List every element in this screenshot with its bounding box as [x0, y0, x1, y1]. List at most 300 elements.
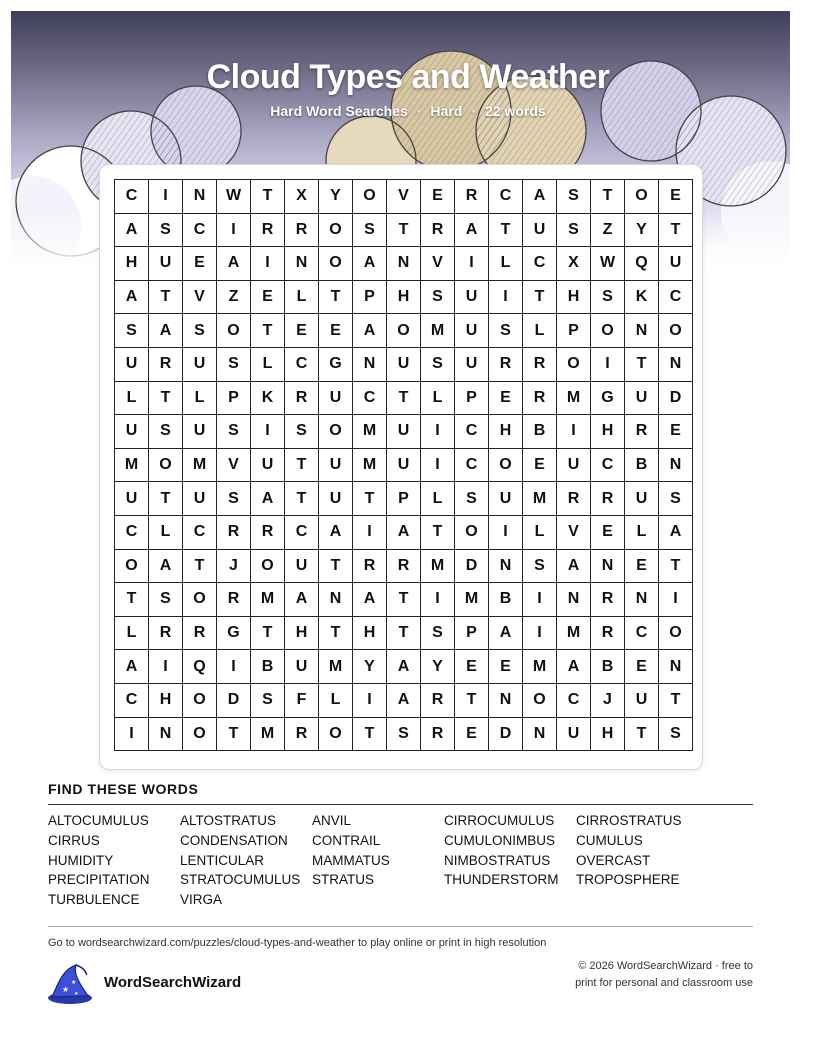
grid-cell[interactable]: R [523, 348, 557, 382]
grid-cell[interactable]: M [523, 482, 557, 516]
grid-cell[interactable]: C [115, 684, 149, 718]
grid-cell[interactable]: U [183, 348, 217, 382]
grid-cell[interactable]: I [251, 247, 285, 281]
grid-cell[interactable]: T [149, 281, 183, 315]
grid-cell[interactable]: K [251, 382, 285, 416]
grid-cell[interactable]: U [115, 415, 149, 449]
grid-cell[interactable]: O [353, 180, 387, 214]
grid-cell[interactable]: R [149, 617, 183, 651]
grid-cell[interactable]: X [557, 247, 591, 281]
grid-cell[interactable]: M [557, 617, 591, 651]
grid-cell[interactable]: T [455, 684, 489, 718]
grid-cell[interactable]: H [149, 684, 183, 718]
grid-cell[interactable]: G [591, 382, 625, 416]
grid-cell[interactable]: E [455, 718, 489, 752]
grid-cell[interactable]: D [659, 382, 693, 416]
grid-cell[interactable]: U [251, 449, 285, 483]
grid-cell[interactable]: O [659, 314, 693, 348]
grid-cell[interactable]: H [353, 617, 387, 651]
grid-cell[interactable]: R [625, 415, 659, 449]
grid-cell[interactable]: M [353, 449, 387, 483]
grid-cell[interactable]: I [251, 415, 285, 449]
grid-cell[interactable]: Y [625, 214, 659, 248]
grid-cell[interactable]: T [659, 550, 693, 584]
grid-cell[interactable]: E [489, 382, 523, 416]
grid-cell[interactable]: T [625, 348, 659, 382]
grid-cell[interactable]: A [115, 214, 149, 248]
grid-cell[interactable]: S [251, 684, 285, 718]
grid-cell[interactable]: C [523, 247, 557, 281]
grid-cell[interactable]: O [319, 214, 353, 248]
grid-cell[interactable]: W [217, 180, 251, 214]
word-list-heading: FIND THESE WORDS [48, 781, 199, 797]
grid-cell[interactable]: I [421, 415, 455, 449]
grid-cell[interactable]: H [591, 718, 625, 752]
grid-cell[interactable]: C [285, 348, 319, 382]
grid-cell[interactable]: E [251, 281, 285, 315]
grid-cell[interactable]: O [183, 684, 217, 718]
grid-cell[interactable]: S [455, 482, 489, 516]
grid-cell[interactable]: R [285, 718, 319, 752]
grid-cell[interactable]: T [217, 718, 251, 752]
grid-cell[interactable]: M [421, 550, 455, 584]
grid-cell[interactable]: S [557, 214, 591, 248]
grid-cell[interactable]: V [387, 180, 421, 214]
grid-cell[interactable]: O [319, 718, 353, 752]
grid-cell[interactable]: I [659, 583, 693, 617]
grid-cell[interactable]: U [387, 348, 421, 382]
grid-cell[interactable]: S [659, 482, 693, 516]
grid-cell[interactable]: S [217, 482, 251, 516]
grid-cell[interactable]: A [115, 281, 149, 315]
grid-cell[interactable]: C [455, 415, 489, 449]
grid-cell[interactable]: N [285, 247, 319, 281]
grid-cell[interactable]: I [421, 449, 455, 483]
grid-cell[interactable]: T [489, 214, 523, 248]
grid-cell[interactable]: R [285, 214, 319, 248]
grid-cell[interactable]: C [353, 382, 387, 416]
grid-cell[interactable]: T [659, 684, 693, 718]
grid-cell[interactable]: C [115, 516, 149, 550]
grid-cell[interactable]: V [183, 281, 217, 315]
word-list-item: CUMULUS [576, 832, 643, 848]
grid-cell[interactable]: L [421, 382, 455, 416]
grid-cell[interactable]: L [489, 247, 523, 281]
grid-cell[interactable]: I [353, 516, 387, 550]
grid-cell[interactable]: D [489, 718, 523, 752]
grid-cell[interactable]: O [591, 314, 625, 348]
grid-cell[interactable]: E [625, 650, 659, 684]
grid-cell[interactable]: E [183, 247, 217, 281]
grid-cell[interactable]: U [557, 718, 591, 752]
grid-cell[interactable]: O [183, 583, 217, 617]
word-list-item: STRATOCUMULUS [180, 872, 301, 888]
grid-cell[interactable]: H [489, 415, 523, 449]
grid-cell[interactable]: M [251, 583, 285, 617]
grid-cell[interactable]: L [115, 617, 149, 651]
grid-cell[interactable]: S [421, 281, 455, 315]
grid-cell[interactable]: M [523, 650, 557, 684]
grid-cell[interactable]: E [455, 650, 489, 684]
grid-cell[interactable]: R [183, 617, 217, 651]
grid-cell[interactable]: S [523, 550, 557, 584]
grid-cell[interactable]: A [455, 214, 489, 248]
grid-cell[interactable]: S [149, 214, 183, 248]
grid-cell[interactable]: A [557, 650, 591, 684]
grid-cell[interactable]: A [251, 482, 285, 516]
grid-cell[interactable]: I [217, 650, 251, 684]
grid-cell[interactable]: T [251, 314, 285, 348]
grid-cell[interactable]: P [217, 382, 251, 416]
grid-cell[interactable]: T [115, 583, 149, 617]
grid-cell[interactable]: I [523, 617, 557, 651]
grid-cell[interactable]: U [319, 449, 353, 483]
grid-cell[interactable]: I [489, 281, 523, 315]
grid-cell[interactable]: V [557, 516, 591, 550]
grid-cell[interactable]: U [115, 348, 149, 382]
grid-cell[interactable]: O [115, 550, 149, 584]
grid-cell[interactable]: C [591, 449, 625, 483]
grid-cell[interactable]: U [183, 482, 217, 516]
grid-cell[interactable]: R [421, 214, 455, 248]
grid-cell[interactable]: O [625, 180, 659, 214]
grid-cell[interactable]: U [319, 382, 353, 416]
grid-cell[interactable]: K [625, 281, 659, 315]
grid-cell[interactable]: U [455, 281, 489, 315]
grid-cell[interactable]: T [319, 617, 353, 651]
grid-cell[interactable]: S [659, 718, 693, 752]
grid-cell[interactable]: V [421, 247, 455, 281]
grid-cell[interactable]: I [557, 415, 591, 449]
grid-cell[interactable]: G [217, 617, 251, 651]
grid-cell[interactable]: E [659, 415, 693, 449]
grid-cell[interactable]: S [285, 415, 319, 449]
grid-cell[interactable]: I [115, 718, 149, 752]
word-list-item: CIRROSTRATUS [576, 813, 682, 828]
grid-cell[interactable]: T [353, 482, 387, 516]
grid-cell[interactable]: L [115, 382, 149, 416]
grid-cell[interactable]: E [523, 449, 557, 483]
grid-cell[interactable]: M [319, 650, 353, 684]
grid-cell[interactable]: L [625, 516, 659, 550]
grid-cell[interactable]: C [659, 281, 693, 315]
grid-cell[interactable]: T [251, 180, 285, 214]
grid-cell[interactable]: L [319, 684, 353, 718]
grid-cell[interactable]: R [285, 382, 319, 416]
grid-cell[interactable]: E [285, 314, 319, 348]
grid-cell[interactable]: X [285, 180, 319, 214]
grid-cell[interactable]: E [591, 516, 625, 550]
grid-cell[interactable]: O [319, 247, 353, 281]
grid-cell[interactable]: U [625, 684, 659, 718]
word-list-item: PRECIPITATION [48, 872, 150, 888]
grid-cell[interactable]: B [523, 415, 557, 449]
word-list-item: ALTOSTRATUS [180, 813, 277, 828]
grid-cell[interactable]: R [217, 583, 251, 617]
word-list-item: ANVIL [312, 813, 352, 828]
grid-cell[interactable]: V [217, 449, 251, 483]
grid-cell[interactable]: P [455, 617, 489, 651]
grid-cell[interactable]: U [523, 214, 557, 248]
grid-cell[interactable]: O [455, 516, 489, 550]
grid-cell[interactable]: C [183, 516, 217, 550]
grid-cell[interactable]: T [387, 214, 421, 248]
grid-cell[interactable]: N [489, 550, 523, 584]
grid-cell[interactable]: N [149, 718, 183, 752]
grid-cell[interactable]: A [149, 550, 183, 584]
grid-cell[interactable]: R [455, 180, 489, 214]
grid-cell[interactable]: N [659, 650, 693, 684]
grid-cell[interactable]: A [115, 650, 149, 684]
grid-cell[interactable]: N [659, 348, 693, 382]
grid-cell[interactable]: S [183, 314, 217, 348]
grid-cell[interactable]: O [557, 348, 591, 382]
grid-cell[interactable]: U [557, 449, 591, 483]
grid-cell[interactable]: U [115, 482, 149, 516]
grid-cell[interactable]: L [523, 516, 557, 550]
grid-cell[interactable]: C [557, 684, 591, 718]
grid-cell[interactable]: T [149, 482, 183, 516]
grid-cell[interactable]: T [591, 180, 625, 214]
grid-cell[interactable]: H [115, 247, 149, 281]
grid-cell[interactable]: A [387, 516, 421, 550]
grid-cell[interactable]: W [591, 247, 625, 281]
grid-cell[interactable]: H [591, 415, 625, 449]
grid-cell[interactable]: L [251, 348, 285, 382]
grid-cell[interactable]: L [285, 281, 319, 315]
grid-cell[interactable]: Y [353, 650, 387, 684]
grid-cell[interactable]: Z [217, 281, 251, 315]
grid-cell[interactable]: T [387, 617, 421, 651]
grid-cell[interactable]: U [387, 449, 421, 483]
grid-cell[interactable]: O [149, 449, 183, 483]
grid-cell[interactable]: P [557, 314, 591, 348]
grid-cell[interactable]: Q [625, 247, 659, 281]
grid-cell[interactable]: T [319, 550, 353, 584]
grid-cell[interactable]: T [421, 516, 455, 550]
grid-cell[interactable]: U [625, 382, 659, 416]
grid-cell[interactable]: T [285, 482, 319, 516]
grid-cell[interactable]: C [285, 516, 319, 550]
grid-cell[interactable]: S [149, 415, 183, 449]
grid-cell[interactable]: U [659, 247, 693, 281]
grid-cell[interactable]: R [591, 583, 625, 617]
grid-cell[interactable]: Y [421, 650, 455, 684]
grid-cell[interactable]: L [149, 516, 183, 550]
grid-cell[interactable]: R [421, 684, 455, 718]
grid-cell[interactable]: T [319, 281, 353, 315]
grid-cell[interactable]: P [455, 382, 489, 416]
grid-cell[interactable]: S [591, 281, 625, 315]
grid-cell[interactable]: H [285, 617, 319, 651]
grid-cell[interactable]: E [625, 550, 659, 584]
grid-cell[interactable]: U [455, 348, 489, 382]
grid-cell[interactable]: T [353, 718, 387, 752]
grid-cell[interactable]: L [421, 482, 455, 516]
grid-cell[interactable]: H [557, 281, 591, 315]
grid-cell[interactable]: A [523, 180, 557, 214]
grid-cell[interactable]: S [217, 415, 251, 449]
category-label: Hard Word Searches [270, 103, 408, 119]
grid-cell[interactable]: P [387, 482, 421, 516]
grid-cell[interactable]: S [149, 583, 183, 617]
grid-cell[interactable]: Y [319, 180, 353, 214]
grid-cell[interactable]: N [387, 247, 421, 281]
grid-cell[interactable]: O [387, 314, 421, 348]
grid-cell[interactable]: E [489, 650, 523, 684]
difficulty-label: Hard [430, 103, 463, 119]
grid-cell[interactable]: L [183, 382, 217, 416]
grid-cell[interactable]: A [353, 247, 387, 281]
grid-cell[interactable]: C [183, 214, 217, 248]
grid-cell[interactable]: S [557, 180, 591, 214]
grid-cell[interactable]: N [523, 718, 557, 752]
grid-cell[interactable]: M [455, 583, 489, 617]
grid-cell[interactable]: S [217, 348, 251, 382]
grid-cell[interactable]: R [353, 550, 387, 584]
grid-cell[interactable]: A [319, 516, 353, 550]
grid-cell[interactable]: N [625, 314, 659, 348]
grid-cell[interactable]: M [251, 718, 285, 752]
grid-cell[interactable]: A [557, 550, 591, 584]
grid-cell[interactable]: I [489, 516, 523, 550]
grid-cell[interactable]: H [387, 281, 421, 315]
grid-cell[interactable]: A [489, 617, 523, 651]
grid-cell[interactable]: A [217, 247, 251, 281]
grid-cell[interactable]: M [353, 415, 387, 449]
grid-cell[interactable]: I [421, 583, 455, 617]
grid-cell[interactable]: M [183, 449, 217, 483]
grid-cell[interactable]: I [217, 214, 251, 248]
grid-cell[interactable]: I [523, 583, 557, 617]
grid-cell[interactable]: S [421, 348, 455, 382]
grid-cell[interactable]: U [285, 550, 319, 584]
grid-cell[interactable]: R [251, 214, 285, 248]
grid-cell[interactable]: D [455, 550, 489, 584]
grid-cell[interactable]: O [489, 449, 523, 483]
grid-cell[interactable]: S [115, 314, 149, 348]
grid-cell[interactable]: D [217, 684, 251, 718]
brand-name: WordSearchWizard [104, 974, 242, 991]
grid-cell[interactable]: R [523, 382, 557, 416]
grid-cell[interactable]: E [319, 314, 353, 348]
grid-cell[interactable]: I [455, 247, 489, 281]
grid-cell[interactable]: S [387, 718, 421, 752]
grid-cell[interactable]: T [387, 583, 421, 617]
grid-cell[interactable]: R [421, 718, 455, 752]
grid-cell[interactable]: O [319, 415, 353, 449]
grid-cell[interactable]: A [659, 516, 693, 550]
grid-cell[interactable]: N [625, 583, 659, 617]
grid-cell[interactable]: J [217, 550, 251, 584]
grid-cell[interactable]: R [149, 348, 183, 382]
grid-cell[interactable]: U [387, 415, 421, 449]
grid-cell[interactable]: S [353, 214, 387, 248]
grid-cell[interactable]: T [251, 617, 285, 651]
grid-cell[interactable]: R [217, 516, 251, 550]
grid-cell[interactable]: T [523, 281, 557, 315]
grid-cell[interactable]: U [319, 482, 353, 516]
grid-cell[interactable]: T [149, 382, 183, 416]
grid-cell[interactable]: M [557, 382, 591, 416]
grid-cell[interactable]: I [149, 650, 183, 684]
grid-cell[interactable]: J [591, 684, 625, 718]
grid-cell[interactable]: B [591, 650, 625, 684]
grid-cell[interactable]: N [353, 348, 387, 382]
grid-cell[interactable]: B [489, 583, 523, 617]
grid-cell[interactable]: T [625, 718, 659, 752]
grid-cell[interactable]: U [285, 650, 319, 684]
grid-cell[interactable]: M [421, 314, 455, 348]
grid-cell[interactable]: R [251, 516, 285, 550]
grid-cell[interactable]: N [591, 550, 625, 584]
grid-cell[interactable]: C [489, 180, 523, 214]
grid-cell[interactable]: N [319, 583, 353, 617]
grid-cell[interactable]: N [489, 684, 523, 718]
grid-cell[interactable]: O [659, 617, 693, 651]
grid-cell[interactable]: Z [591, 214, 625, 248]
grid-cell[interactable]: U [625, 482, 659, 516]
grid-cell[interactable]: I [591, 348, 625, 382]
grid-cell[interactable]: L [523, 314, 557, 348]
grid-cell[interactable]: A [353, 314, 387, 348]
grid-cell[interactable]: R [591, 617, 625, 651]
grid-cell[interactable]: R [557, 482, 591, 516]
grid-cell[interactable]: A [353, 583, 387, 617]
grid-cell[interactable]: C [115, 180, 149, 214]
grid-cell[interactable]: T [387, 382, 421, 416]
grid-cell[interactable]: C [625, 617, 659, 651]
grid-cell[interactable]: B [625, 449, 659, 483]
grid-cell[interactable]: P [353, 281, 387, 315]
grid-cell[interactable]: G [319, 348, 353, 382]
grid-cell[interactable]: C [455, 449, 489, 483]
grid-cell[interactable]: T [285, 449, 319, 483]
grid-cell[interactable]: M [115, 449, 149, 483]
grid-cell[interactable]: R [489, 348, 523, 382]
grid-cell[interactable]: T [659, 214, 693, 248]
grid-cell[interactable]: U [149, 247, 183, 281]
grid-cell[interactable]: U [489, 482, 523, 516]
grid-cell[interactable]: S [489, 314, 523, 348]
grid-cell[interactable]: A [285, 583, 319, 617]
grid-cell[interactable]: U [183, 415, 217, 449]
grid-cell[interactable]: E [659, 180, 693, 214]
word-list-item: MAMMATUS [312, 852, 390, 868]
grid-cell[interactable]: O [183, 718, 217, 752]
grid-cell[interactable]: O [217, 314, 251, 348]
grid-cell[interactable]: S [421, 617, 455, 651]
grid-cell[interactable]: A [149, 314, 183, 348]
grid-cell[interactable]: U [455, 314, 489, 348]
grid-cell[interactable]: O [523, 684, 557, 718]
grid-cell[interactable]: R [591, 482, 625, 516]
grid-cell[interactable]: I [149, 180, 183, 214]
grid-cell[interactable]: T [183, 550, 217, 584]
grid-cell[interactable]: I [353, 684, 387, 718]
grid-cell[interactable]: N [557, 583, 591, 617]
grid-cell[interactable]: F [285, 684, 319, 718]
grid-cell[interactable]: B [251, 650, 285, 684]
grid-cell[interactable]: A [387, 650, 421, 684]
grid-cell[interactable]: Q [183, 650, 217, 684]
grid-cell[interactable]: O [251, 550, 285, 584]
grid-cell[interactable]: N [659, 449, 693, 483]
grid-cell[interactable]: E [421, 180, 455, 214]
grid-cell[interactable]: R [387, 550, 421, 584]
grid-cell[interactable]: N [183, 180, 217, 214]
grid-cell[interactable]: A [387, 684, 421, 718]
